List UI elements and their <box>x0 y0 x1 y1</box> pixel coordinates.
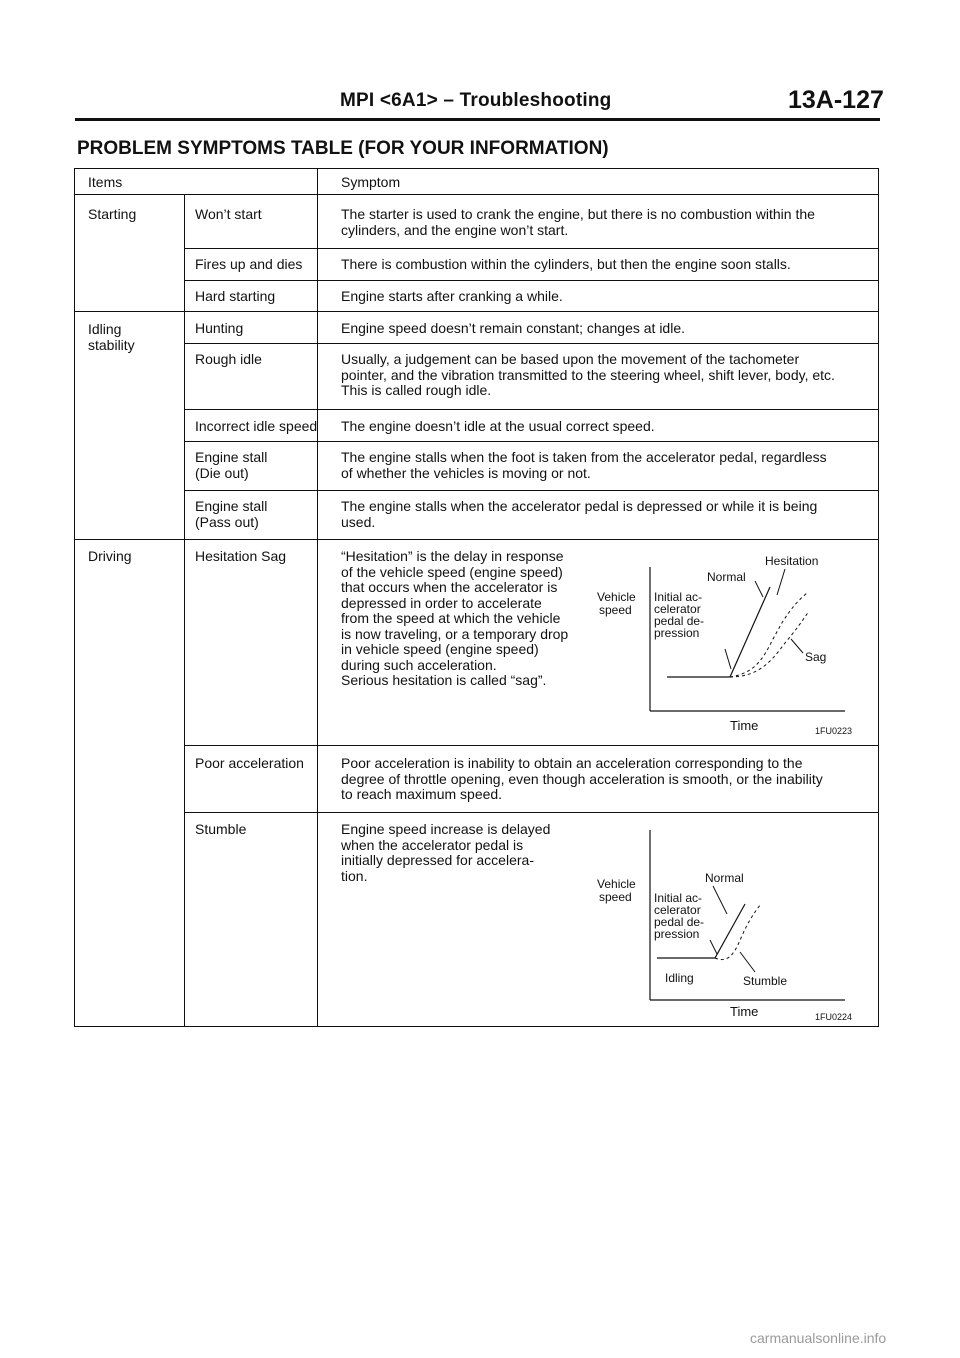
hesitation-curve <box>730 593 807 677</box>
pedal-leader <box>725 649 731 669</box>
pedal-label: Initial ac- <box>654 891 703 905</box>
symptom-text: “Hesitation” is the delay in response of the vehicle speed (engine speed) that occurs when the accelerator is depressed in order to accelerate from the speed at which the vehicle is now traveling, or a temporary drop in vehicle speed (engine speed) during such acceleration. Serious hesitation is called “sag”. <box>341 548 569 688</box>
item-label: Hesitation Sag <box>195 548 287 564</box>
col-divider-symptom <box>317 169 318 1026</box>
item-label: Poor acceleration <box>195 755 304 771</box>
symptom-text: Engine speed increase is delayed when the accelerator pedal is initially depressed for accelera- tion. <box>341 821 551 884</box>
category-driving: Driving <box>88 548 132 564</box>
row-divider <box>184 280 878 281</box>
row-divider <box>184 343 878 344</box>
stumble-leader <box>740 952 755 972</box>
symptom-text: Poor acceleration is inability to obtain an acceleration corresponding to the degree of throttle opening, even though acceleration is smooth, or the inability to reach maximum speed. <box>341 755 823 802</box>
sag-label: Sag <box>805 650 827 664</box>
symptom-text: Engine speed doesn’t remain constant; changes at idle. <box>341 320 686 336</box>
header-rule <box>75 118 880 121</box>
row-divider <box>75 194 878 195</box>
sag-leader <box>791 639 803 653</box>
symptom-text: There is combustion within the cylinders, but then the engine soon stalls. <box>341 256 791 272</box>
item-label: Won’t start <box>195 206 262 222</box>
symptom-text: Engine starts after cranking a while. <box>341 288 563 304</box>
section-title: MPI <6A1> – Troubleshooting <box>340 90 612 111</box>
y-axis-label: speed <box>599 890 632 904</box>
normal-leader <box>755 581 763 597</box>
header-items: Items <box>88 174 123 190</box>
symptom-text: The engine stalls when the accelerator pedal is depressed or while it is being used. <box>341 498 818 530</box>
item-label: Engine stall (Die out) <box>195 449 268 481</box>
pedal-label: pression <box>654 626 700 640</box>
normal-leader <box>713 886 727 914</box>
hesitation-diagram <box>595 539 878 745</box>
category-idling-stability: Idling stability <box>88 321 135 353</box>
idling-label: Idling <box>665 971 694 985</box>
row-divider <box>184 441 878 442</box>
hesitation-leader <box>777 569 785 595</box>
stumble-label: Stumble <box>743 974 788 988</box>
y-axis-label: Vehicle <box>597 590 636 604</box>
figure-code: 1FU0223 <box>815 726 853 736</box>
symptom-text: The engine stalls when the foot is taken from the accelerator pedal, regardless of whether the vehicles is moving or not. <box>341 449 827 481</box>
pedal-label: celerator <box>654 903 701 917</box>
problem-symptoms-table <box>74 168 879 1027</box>
pedal-label: pedal de- <box>654 614 705 628</box>
figure-code: 1FU0224 <box>815 1012 853 1022</box>
item-label: Hard starting <box>195 288 276 304</box>
symptom-text: Usually, a judgement can be based upon the movement of the tachometer pointer, and the vibration transmitted to the steering wheel, shift lever, body, etc. This is called rough idle. <box>341 351 835 398</box>
normal-label: Normal <box>705 871 744 885</box>
pedal-label: pedal de- <box>654 915 705 929</box>
header-symptom: Symptom <box>341 174 401 190</box>
pedal-label: pression <box>654 927 700 941</box>
symptom-text: The starter is used to crank the engine, but there is no combustion within the cylinders, and the engine won’t start. <box>341 206 815 238</box>
pedal-label: celerator <box>654 602 701 616</box>
stumble-curve <box>715 904 761 960</box>
pedal-leader <box>710 940 717 954</box>
y-axis-label: speed <box>599 603 632 617</box>
row-divider <box>184 490 878 491</box>
normal-label: Normal <box>707 570 746 584</box>
document-title: PROBLEM SYMPTOMS TABLE (FOR YOUR INFORMATION) <box>77 138 609 159</box>
row-divider <box>184 409 878 410</box>
item-label: Engine stall (Pass out) <box>195 498 268 530</box>
category-starting: Starting <box>88 206 137 222</box>
x-axis-label: Time <box>730 1004 759 1019</box>
x-axis-label: Time <box>730 718 759 733</box>
y-axis-label: Vehicle <box>597 877 636 891</box>
symptom-text: The engine doesn’t idle at the usual correct speed. <box>341 418 655 434</box>
hesitation-label: Hesitation <box>765 554 819 568</box>
row-divider <box>75 311 878 312</box>
item-label: Rough idle <box>195 351 262 367</box>
item-label: Hunting <box>195 320 244 336</box>
watermark: carmanualsonline.info <box>750 1330 887 1346</box>
pedal-label: Initial ac- <box>654 590 703 604</box>
sag-curve <box>730 611 809 677</box>
item-label: Stumble <box>195 821 247 837</box>
row-divider <box>184 745 878 746</box>
item-label: Incorrect idle speed <box>195 418 318 434</box>
page-number: 13A-127 <box>788 86 884 114</box>
stumble-diagram <box>595 812 878 1026</box>
col-divider-item <box>184 195 185 1026</box>
row-divider <box>184 248 878 249</box>
item-label: Fires up and dies <box>195 256 303 272</box>
